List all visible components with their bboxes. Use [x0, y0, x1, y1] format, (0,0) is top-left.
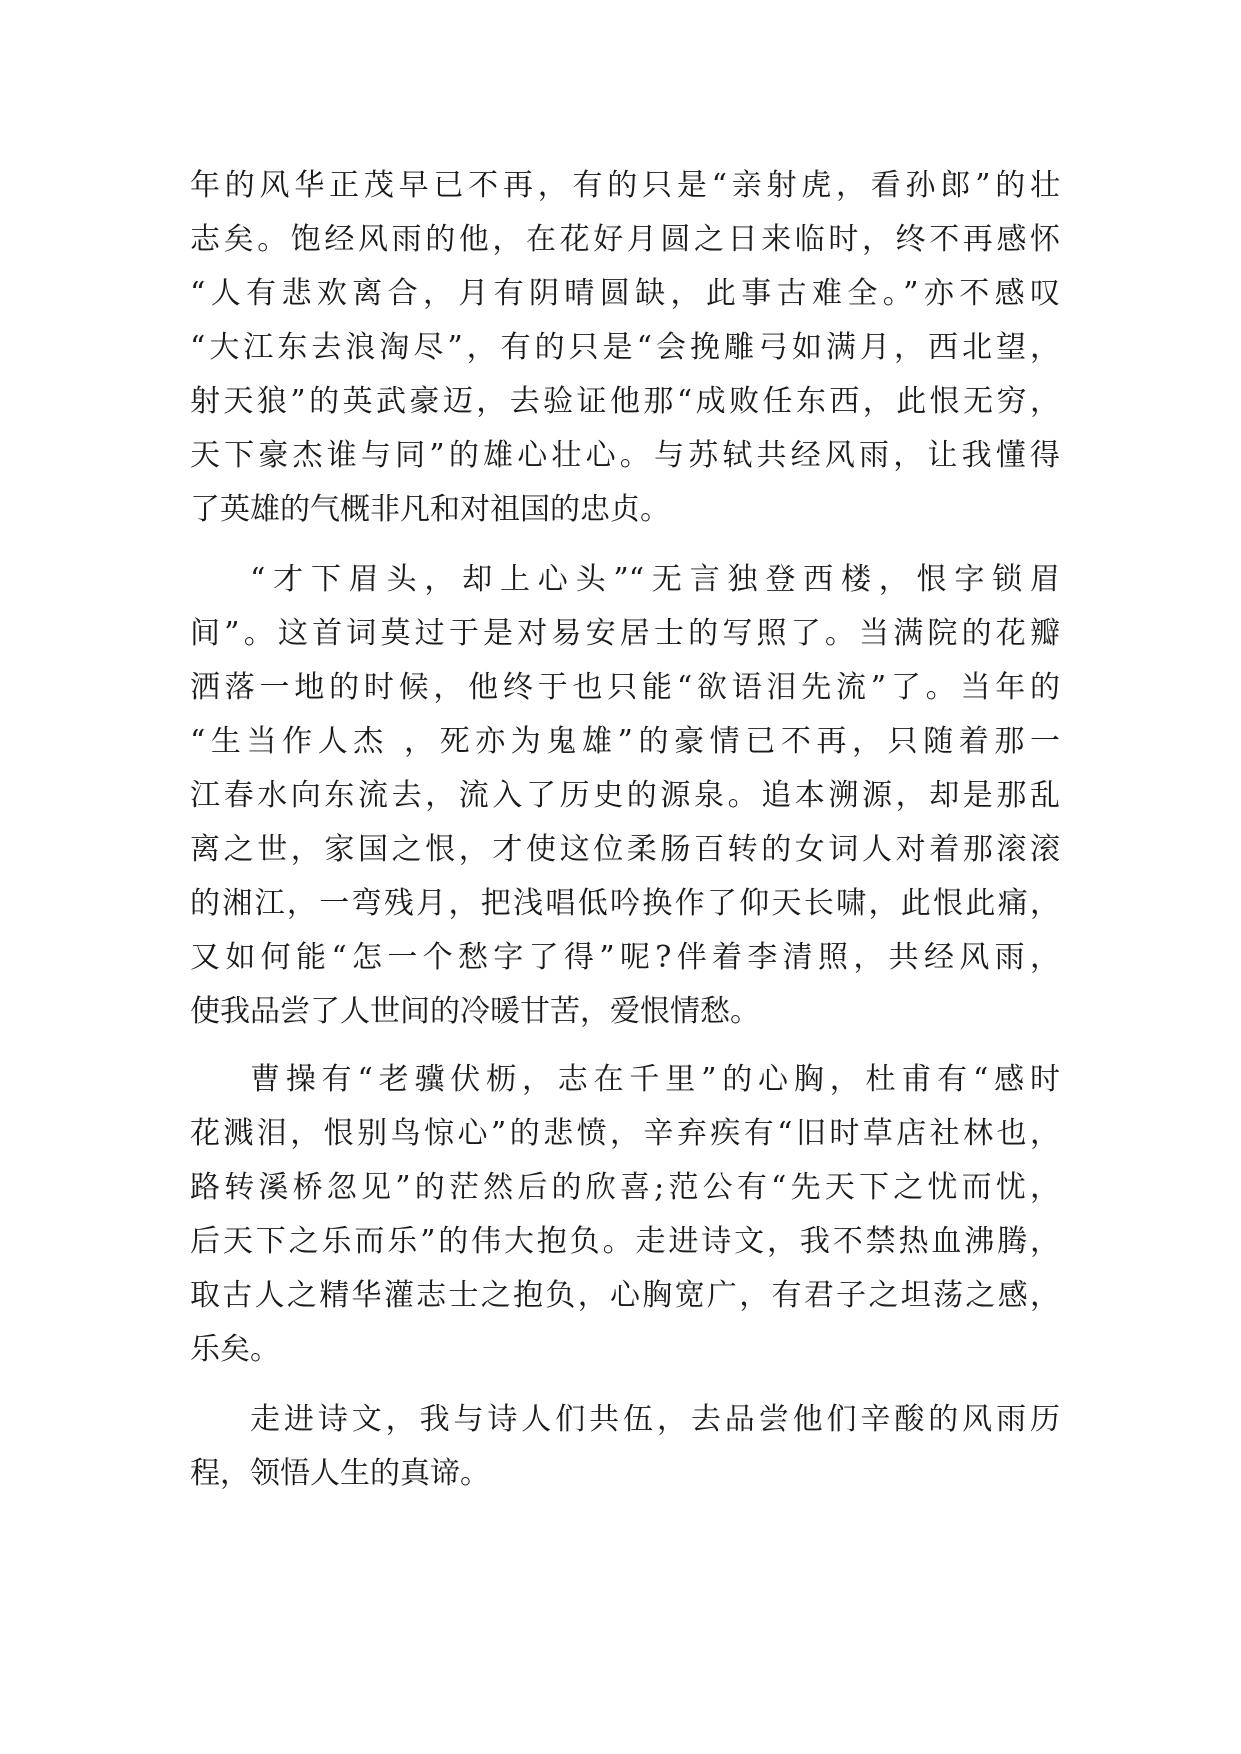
paragraph-2-line-3: 洒落一地的时候，他终于也只能“欲语泪先流”了。当年的: [190, 670, 1060, 705]
paragraph-2-line-2: 间”。这首词莫过于是对易安居士的写照了。当满院的花瓣: [190, 616, 1060, 651]
paragraph-2-line-9: 使我品尝了人世间的冷暖甘苦，爱恨情愁。: [190, 994, 760, 1029]
paragraph-3-line-6: 乐矣。: [190, 1332, 280, 1367]
paragraph-1-line-5: 射天狼”的英武豪迈，去验证他那“成败任东西，此恨无穷，: [190, 384, 1060, 419]
paragraph-3-line-5: 取古人之精华灌志士之抱负，心胸宽广，有君子之坦荡之感，: [190, 1278, 1060, 1313]
paragraph-1-line-1: 年的风华正茂早已不再，有的只是“亲射虎，看孙郎”的壮: [190, 168, 1060, 203]
paragraph-3-line-4: 后天下之乐而乐”的伟大抱负。走进诗文，我不禁热血沸腾，: [190, 1224, 1060, 1259]
paragraph-2-line-5: 江春水向东流去，流入了历史的源泉。追本溯源，却是那乱: [190, 778, 1060, 813]
paragraph-4-line-1: 走进诗文，我与诗人们共伍，去品尝他们辛酸的风雨历: [250, 1402, 1060, 1437]
paragraph-2-line-4: “生当作人杰 ，死亦为鬼雄”的豪情已不再，只随着那一: [190, 724, 1060, 759]
paragraph-4-line-2: 程，领悟人生的真谛。: [190, 1456, 490, 1491]
paragraph-2-line-6: 离之世，家国之恨，才使这位柔肠百转的女词人对着那滚滚: [190, 832, 1060, 867]
paragraph-1-line-6: 天下豪杰谁与同”的雄心壮心。与苏轼共经风雨，让我懂得: [190, 438, 1060, 473]
paragraph-1-line-4: “大江东去浪淘尽”，有的只是“会挽雕弓如满月，西北望，: [190, 330, 1060, 365]
paragraph-3-line-2: 花溅泪，恨别鸟惊心”的悲愤，辛弃疾有“旧时草店社林也，: [190, 1116, 1060, 1151]
paragraph-2-line-8: 又如何能“怎一个愁字了得”呢?伴着李清照，共经风雨，: [190, 940, 1060, 975]
paragraph-2-line-1: “才下眉头，却上心头”“无言独登西楼，恨字锁眉: [250, 562, 1060, 597]
paragraph-1-line-2: 志矣。饱经风雨的他，在花好月圆之日来临时，终不再感怀: [190, 222, 1060, 257]
paragraph-2-line-7: 的湘江，一弯残月，把浅唱低吟换作了仰天长啸，此恨此痛，: [190, 886, 1060, 921]
paragraph-3-line-1: 曹操有“老骥伏枥，志在千里”的心胸，杜甫有“感时: [250, 1062, 1060, 1097]
paragraph-3-line-3: 路转溪桥忽见”的茫然后的欣喜;范公有“先天下之忧而忧，: [190, 1170, 1060, 1205]
paragraph-1-line-7: 了英雄的气概非凡和对祖国的忠贞。: [190, 492, 670, 527]
paragraph-1-line-3: “人有悲欢离合，月有阴晴圆缺，此事古难全。”亦不感叹: [190, 276, 1060, 311]
